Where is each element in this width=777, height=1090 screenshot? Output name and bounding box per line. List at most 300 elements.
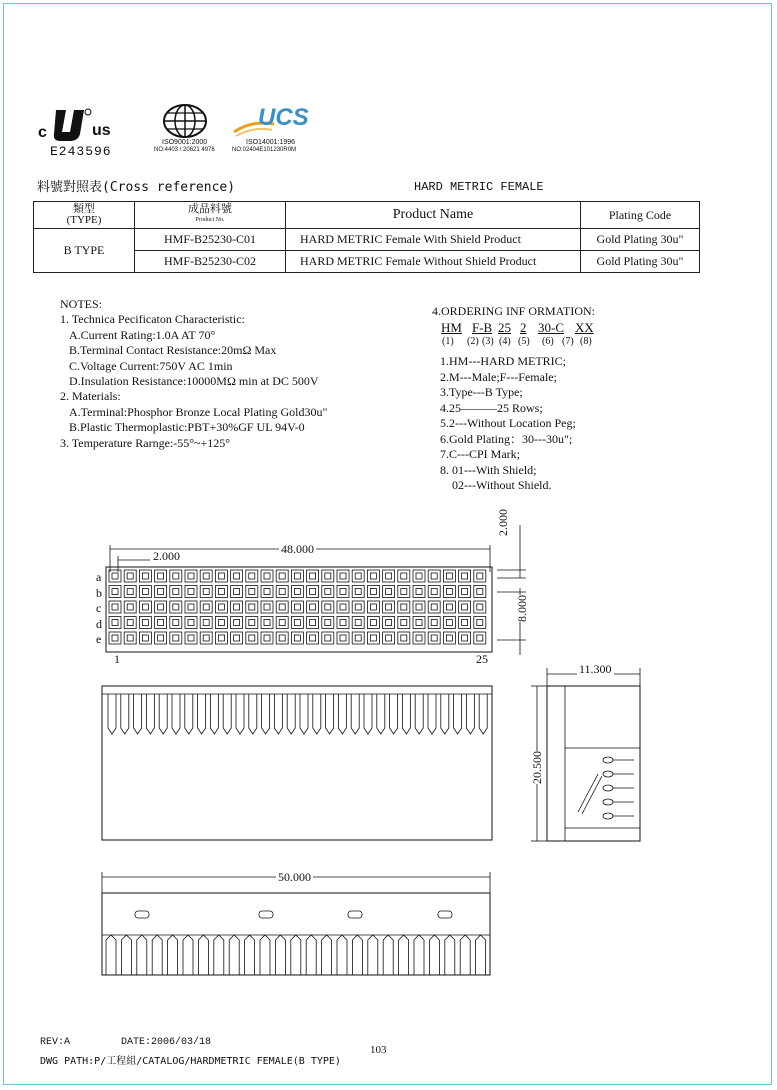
pin-cell bbox=[185, 632, 197, 644]
pin-contact bbox=[127, 589, 133, 595]
bottom-finger bbox=[106, 935, 116, 975]
pin-contact bbox=[218, 635, 224, 641]
pin-contact bbox=[294, 573, 300, 579]
pin-contact bbox=[477, 589, 483, 595]
pin-contact bbox=[462, 589, 468, 595]
bottom-finger bbox=[476, 935, 486, 975]
pin-cell bbox=[170, 601, 182, 613]
pin-contact bbox=[218, 589, 224, 595]
pin-contact bbox=[355, 589, 361, 595]
side-finger bbox=[390, 694, 398, 734]
pin-cell bbox=[231, 586, 243, 598]
pin-cell bbox=[200, 617, 212, 629]
pin-contact bbox=[325, 573, 331, 579]
notes-line: 3. Temperature Rarnge:-55°~+125° bbox=[60, 435, 231, 450]
pin-contact bbox=[127, 635, 133, 641]
code-part: HM bbox=[441, 320, 462, 335]
pin-contact bbox=[264, 604, 270, 610]
pin-cell bbox=[109, 586, 121, 598]
pin-cell bbox=[231, 617, 243, 629]
ordering-line: 8. 01---With Shield; bbox=[440, 462, 537, 477]
pin-cell bbox=[352, 632, 364, 644]
pin-contact bbox=[431, 620, 437, 626]
pin-contact bbox=[112, 620, 118, 626]
pin-cell bbox=[383, 570, 395, 582]
side-finger bbox=[402, 694, 410, 734]
pin-contact bbox=[279, 620, 285, 626]
pin-contact bbox=[249, 589, 255, 595]
pin-contact bbox=[355, 635, 361, 641]
pin-cell bbox=[200, 570, 212, 582]
pin-contact bbox=[234, 573, 240, 579]
pin-contact bbox=[158, 635, 164, 641]
iso14001-number: NO:02404E101230R0M bbox=[232, 147, 297, 153]
pin-cell bbox=[428, 617, 440, 629]
pin-contact bbox=[158, 620, 164, 626]
pin-cell bbox=[307, 586, 319, 598]
pin-cell bbox=[139, 586, 151, 598]
pin-cell bbox=[276, 601, 288, 613]
pin-contact bbox=[462, 635, 468, 641]
pin-cell bbox=[383, 617, 395, 629]
dim-2-right: 2.000 bbox=[496, 509, 510, 536]
side-finger bbox=[146, 694, 154, 734]
pin-cell bbox=[139, 570, 151, 582]
pin-contact bbox=[325, 620, 331, 626]
pin-cell bbox=[200, 601, 212, 613]
pin-cell bbox=[459, 632, 471, 644]
side-finger bbox=[377, 694, 385, 734]
dim-11-3: 11.300 bbox=[579, 662, 612, 676]
pin-contact bbox=[386, 604, 392, 610]
code-part: 25 bbox=[498, 320, 511, 335]
pin-contact bbox=[188, 589, 194, 595]
pin-cell bbox=[443, 601, 455, 613]
bottom-finger bbox=[152, 935, 162, 975]
pin-contact bbox=[446, 589, 452, 595]
pin-cell bbox=[231, 601, 243, 613]
pin-contact bbox=[249, 635, 255, 641]
pin-contact bbox=[386, 635, 392, 641]
pin-contact bbox=[477, 635, 483, 641]
pin-cell bbox=[398, 570, 410, 582]
ordering-title: 4.ORDERING INF ORMATION: bbox=[432, 304, 596, 318]
side-finger bbox=[223, 694, 231, 734]
pin-cell bbox=[383, 586, 395, 598]
bottom-finger bbox=[229, 935, 239, 975]
pin-cell bbox=[428, 586, 440, 598]
side-finger bbox=[300, 694, 308, 734]
pin-contact bbox=[386, 589, 392, 595]
pin-cell bbox=[398, 601, 410, 613]
row-label: e bbox=[96, 632, 102, 646]
pin-contact bbox=[370, 604, 376, 610]
pin-cell bbox=[170, 617, 182, 629]
pin-contact bbox=[142, 604, 148, 610]
pin-cell bbox=[185, 601, 197, 613]
code-part: 30-C bbox=[538, 320, 564, 335]
bottom-finger bbox=[183, 935, 193, 975]
pin-cell bbox=[261, 632, 273, 644]
pin-cell bbox=[352, 617, 364, 629]
pin-contact bbox=[462, 604, 468, 610]
pin-contact bbox=[203, 604, 209, 610]
pin-cell bbox=[215, 601, 227, 613]
product-name-cell: HARD METRIC Female Without Shield Product bbox=[286, 251, 581, 273]
pin-contact bbox=[325, 589, 331, 595]
bottom-finger bbox=[291, 935, 301, 975]
bottom-finger bbox=[399, 935, 409, 975]
pin-contact bbox=[279, 604, 285, 610]
pin-contact bbox=[325, 635, 331, 641]
side-finger bbox=[210, 694, 218, 734]
iso9001-label: ISO9001:2000 bbox=[162, 139, 208, 146]
pin-cell bbox=[246, 570, 258, 582]
pin-contact bbox=[173, 573, 179, 579]
side-finger bbox=[428, 694, 436, 734]
bottom-finger bbox=[245, 935, 255, 975]
side-finger bbox=[236, 694, 244, 734]
pin-cell bbox=[291, 617, 303, 629]
pin-cell bbox=[231, 632, 243, 644]
pin-cell bbox=[246, 617, 258, 629]
footer-rev: REV:A bbox=[40, 1037, 71, 1048]
bottom-finger bbox=[460, 935, 470, 975]
pin-contact bbox=[355, 573, 361, 579]
pin-cell bbox=[124, 617, 136, 629]
pin-contact bbox=[446, 604, 452, 610]
iso14001-label: ISO14001:1996 bbox=[246, 139, 296, 146]
dim-8: 8.000 bbox=[515, 595, 529, 622]
pin-cell bbox=[428, 570, 440, 582]
pin-cell bbox=[474, 632, 486, 644]
pin-contact bbox=[340, 635, 346, 641]
pin-contact bbox=[340, 604, 346, 610]
notes-line: C.Voltage Current:750V AC 1min bbox=[69, 358, 233, 373]
pin-contact bbox=[173, 604, 179, 610]
pin-cell bbox=[246, 586, 258, 598]
side-finger bbox=[441, 694, 449, 734]
pin-cell bbox=[337, 570, 349, 582]
notes-line: B.Terminal Contact Resistance:20mΩ Max bbox=[69, 343, 277, 358]
pin-cell bbox=[261, 586, 273, 598]
pin-contact bbox=[188, 573, 194, 579]
pin-cell bbox=[428, 601, 440, 613]
pin-contact bbox=[294, 604, 300, 610]
ul-number: E243596 bbox=[50, 144, 112, 159]
pin-cell bbox=[139, 632, 151, 644]
pin-contact bbox=[294, 589, 300, 595]
pin-cell bbox=[459, 601, 471, 613]
side-finger bbox=[415, 694, 423, 734]
footer-path: DWG PATH:P/工程組/CATALOG/HARDMETRIC FEMALE(B TYPE) bbox=[40, 1056, 341, 1067]
side-finger bbox=[249, 694, 257, 734]
pin-contact bbox=[112, 604, 118, 610]
pin-cell bbox=[215, 570, 227, 582]
pin-contact bbox=[112, 573, 118, 579]
pin-contact bbox=[462, 620, 468, 626]
pin-cell bbox=[124, 601, 136, 613]
pin-contact bbox=[112, 635, 118, 641]
pin-cell bbox=[459, 586, 471, 598]
pin-contact bbox=[355, 620, 361, 626]
pin-contact bbox=[370, 589, 376, 595]
pin-contact bbox=[370, 620, 376, 626]
cross-reference-title: 料號對照表(Cross reference) bbox=[37, 180, 236, 195]
pin-contact bbox=[310, 589, 316, 595]
pin-contact bbox=[264, 620, 270, 626]
side-finger bbox=[364, 694, 372, 734]
pin-cell bbox=[246, 601, 258, 613]
pin-contact bbox=[446, 573, 452, 579]
pin-cell bbox=[261, 601, 273, 613]
pin-cell bbox=[474, 586, 486, 598]
pin-cell bbox=[261, 617, 273, 629]
pin-contact bbox=[477, 573, 483, 579]
code-number: (1) bbox=[442, 336, 454, 347]
pin-cell bbox=[276, 617, 288, 629]
pin-cell bbox=[367, 617, 379, 629]
pin-cell bbox=[185, 570, 197, 582]
pin-cell bbox=[215, 632, 227, 644]
pin-cell bbox=[322, 570, 334, 582]
pin-cell bbox=[246, 632, 258, 644]
pin-contact bbox=[142, 620, 148, 626]
end-pin bbox=[603, 771, 613, 777]
pin-contact bbox=[279, 589, 285, 595]
code-number: (4) bbox=[499, 336, 511, 347]
bottom-finger bbox=[168, 935, 178, 975]
pin-cell bbox=[443, 586, 455, 598]
pin-cell bbox=[398, 586, 410, 598]
pin-contact bbox=[264, 573, 270, 579]
pin-contact bbox=[431, 589, 437, 595]
pin-contact bbox=[142, 635, 148, 641]
pin-contact bbox=[218, 604, 224, 610]
bottom-finger bbox=[214, 935, 224, 975]
side-finger bbox=[108, 694, 116, 734]
pin-cell bbox=[413, 570, 425, 582]
pin-contact bbox=[386, 620, 392, 626]
bottom-fingers bbox=[106, 935, 486, 975]
pin-contact bbox=[142, 573, 148, 579]
bottom-finger bbox=[414, 935, 424, 975]
pin-contact bbox=[142, 589, 148, 595]
side-finger bbox=[172, 694, 180, 734]
pin-cell bbox=[276, 570, 288, 582]
product-no-cell: HMF-B25230-C02 bbox=[135, 251, 286, 273]
pin-cell bbox=[352, 586, 364, 598]
pin-contact bbox=[477, 604, 483, 610]
pin-contact bbox=[203, 589, 209, 595]
pin-contact bbox=[340, 573, 346, 579]
pin-contact bbox=[416, 589, 422, 595]
pin-cell bbox=[367, 586, 379, 598]
bottom-finger bbox=[322, 935, 332, 975]
pin-cell bbox=[398, 632, 410, 644]
pin-cell bbox=[307, 570, 319, 582]
iso9001-number: NO:4403 / 20621 4976 bbox=[154, 147, 215, 153]
pin-cell bbox=[109, 601, 121, 613]
pin-contact bbox=[127, 573, 133, 579]
ordering-line: 7.C---CPI Mark; bbox=[440, 447, 520, 461]
pin-cell bbox=[170, 586, 182, 598]
dim-48: 48.000 bbox=[281, 542, 314, 556]
bottom-finger bbox=[337, 935, 347, 975]
pin-cell bbox=[322, 601, 334, 613]
pin-contact bbox=[431, 635, 437, 641]
pin-contact bbox=[249, 573, 255, 579]
side-finger bbox=[313, 694, 321, 734]
pin-cell bbox=[322, 586, 334, 598]
pin-contact bbox=[218, 573, 224, 579]
pin-contact bbox=[188, 635, 194, 641]
pin-contact bbox=[310, 620, 316, 626]
header-product-no-label: 成品料號 bbox=[188, 203, 232, 215]
pin-grid bbox=[109, 570, 486, 644]
pin-contact bbox=[477, 620, 483, 626]
pin-cell bbox=[291, 570, 303, 582]
pin-contact bbox=[188, 604, 194, 610]
pin-contact bbox=[218, 620, 224, 626]
pin-cell bbox=[352, 570, 364, 582]
side-finger bbox=[198, 694, 206, 734]
end-pin bbox=[603, 799, 613, 805]
pin-cell bbox=[155, 586, 167, 598]
row-label: b bbox=[96, 585, 102, 600]
pin-cell bbox=[383, 632, 395, 644]
pin-contact bbox=[158, 573, 164, 579]
code-number: (8) bbox=[580, 336, 592, 347]
pin-cell bbox=[307, 632, 319, 644]
pin-cell bbox=[155, 601, 167, 613]
pin-cell bbox=[383, 601, 395, 613]
header-plating-code: Plating Code bbox=[581, 202, 700, 229]
pin-cell bbox=[276, 632, 288, 644]
pin-contact bbox=[173, 635, 179, 641]
header-type-sub: (TYPE) bbox=[66, 214, 102, 226]
side-fingers bbox=[108, 694, 487, 734]
pin-cell bbox=[337, 586, 349, 598]
side-finger bbox=[262, 694, 270, 734]
end-pin bbox=[603, 757, 613, 763]
side-finger bbox=[185, 694, 193, 734]
pin-contact bbox=[310, 573, 316, 579]
notes-line: 2. Materials: bbox=[60, 389, 121, 404]
pin-contact bbox=[416, 635, 422, 641]
row-label: d bbox=[96, 616, 102, 631]
pin-contact bbox=[401, 635, 407, 641]
code-number: (6) bbox=[542, 336, 554, 347]
side-finger bbox=[338, 694, 346, 734]
pin-first-label: 1 bbox=[114, 652, 120, 666]
side-finger bbox=[351, 694, 359, 734]
row-label: a bbox=[96, 570, 102, 584]
pin-cell bbox=[185, 617, 197, 629]
pin-contact bbox=[234, 604, 240, 610]
notes-line: A.Terminal:Phosphor Bronze Local Plating Gold30u" bbox=[69, 404, 328, 419]
plating-cell: Gold Plating 30u" bbox=[581, 229, 700, 251]
pin-contact bbox=[431, 573, 437, 579]
pin-cell bbox=[139, 617, 151, 629]
end-pin bbox=[603, 785, 613, 791]
document-title: HARD METRIC FEMALE bbox=[414, 180, 544, 194]
bottom-finger bbox=[121, 935, 131, 975]
pin-cell bbox=[337, 632, 349, 644]
code-number: (5) bbox=[518, 336, 530, 347]
pin-cell bbox=[352, 601, 364, 613]
pin-cell bbox=[443, 570, 455, 582]
pin-contact bbox=[234, 635, 240, 641]
row-labels bbox=[96, 570, 102, 648]
pin-contact bbox=[112, 589, 118, 595]
pin-cell bbox=[307, 617, 319, 629]
pin-cell bbox=[474, 617, 486, 629]
pin-contact bbox=[386, 573, 392, 579]
pin-cell bbox=[367, 601, 379, 613]
side-finger bbox=[326, 694, 334, 734]
pin-cell bbox=[474, 601, 486, 613]
pin-cell bbox=[428, 632, 440, 644]
pin-contact bbox=[203, 620, 209, 626]
pin-contact bbox=[234, 589, 240, 595]
pin-cell bbox=[413, 617, 425, 629]
pin-contact bbox=[401, 604, 407, 610]
pin-cell bbox=[291, 601, 303, 613]
pin-cell bbox=[109, 632, 121, 644]
notes-line: 1. Technica Pecificaton Characteristic: bbox=[60, 312, 245, 327]
pin-cell bbox=[322, 632, 334, 644]
pin-cell bbox=[322, 617, 334, 629]
pin-contact bbox=[264, 589, 270, 595]
code-number: (2) bbox=[467, 336, 479, 347]
bottom-finger bbox=[368, 935, 378, 975]
side-finger bbox=[454, 694, 462, 734]
code-number: (3) bbox=[482, 336, 494, 347]
header-product-no-sub: Product No. bbox=[195, 217, 225, 223]
pin-cell bbox=[337, 601, 349, 613]
row-label: c bbox=[96, 601, 102, 615]
pin-cell bbox=[109, 570, 121, 582]
side-finger bbox=[134, 694, 142, 734]
bottom-finger bbox=[137, 935, 147, 975]
pin-contact bbox=[264, 635, 270, 641]
pin-cell bbox=[337, 617, 349, 629]
pin-cell bbox=[200, 586, 212, 598]
pin-contact bbox=[370, 573, 376, 579]
header-type-label: 類型 bbox=[73, 203, 95, 215]
pin-contact bbox=[416, 573, 422, 579]
pin-cell bbox=[413, 632, 425, 644]
pin-contact bbox=[234, 620, 240, 626]
pin-cell bbox=[109, 617, 121, 629]
pin-contact bbox=[446, 620, 452, 626]
pin-cell bbox=[185, 586, 197, 598]
ordering-line: 2.M---Male;F---Female; bbox=[440, 369, 557, 384]
pin-cell bbox=[170, 632, 182, 644]
pin-cell bbox=[291, 632, 303, 644]
ul-c-letter: c bbox=[38, 124, 47, 141]
header-product-name: Product Name bbox=[286, 202, 581, 229]
pin-contact bbox=[431, 604, 437, 610]
pin-cell bbox=[367, 570, 379, 582]
plating-cell: Gold Plating 30u" bbox=[581, 251, 700, 273]
side-finger bbox=[121, 694, 129, 734]
pin-cell bbox=[200, 632, 212, 644]
pin-contact bbox=[325, 604, 331, 610]
ordering-line: 6.Gold Plating：30---30u"; bbox=[440, 431, 573, 446]
code-part: F-B bbox=[472, 320, 493, 335]
